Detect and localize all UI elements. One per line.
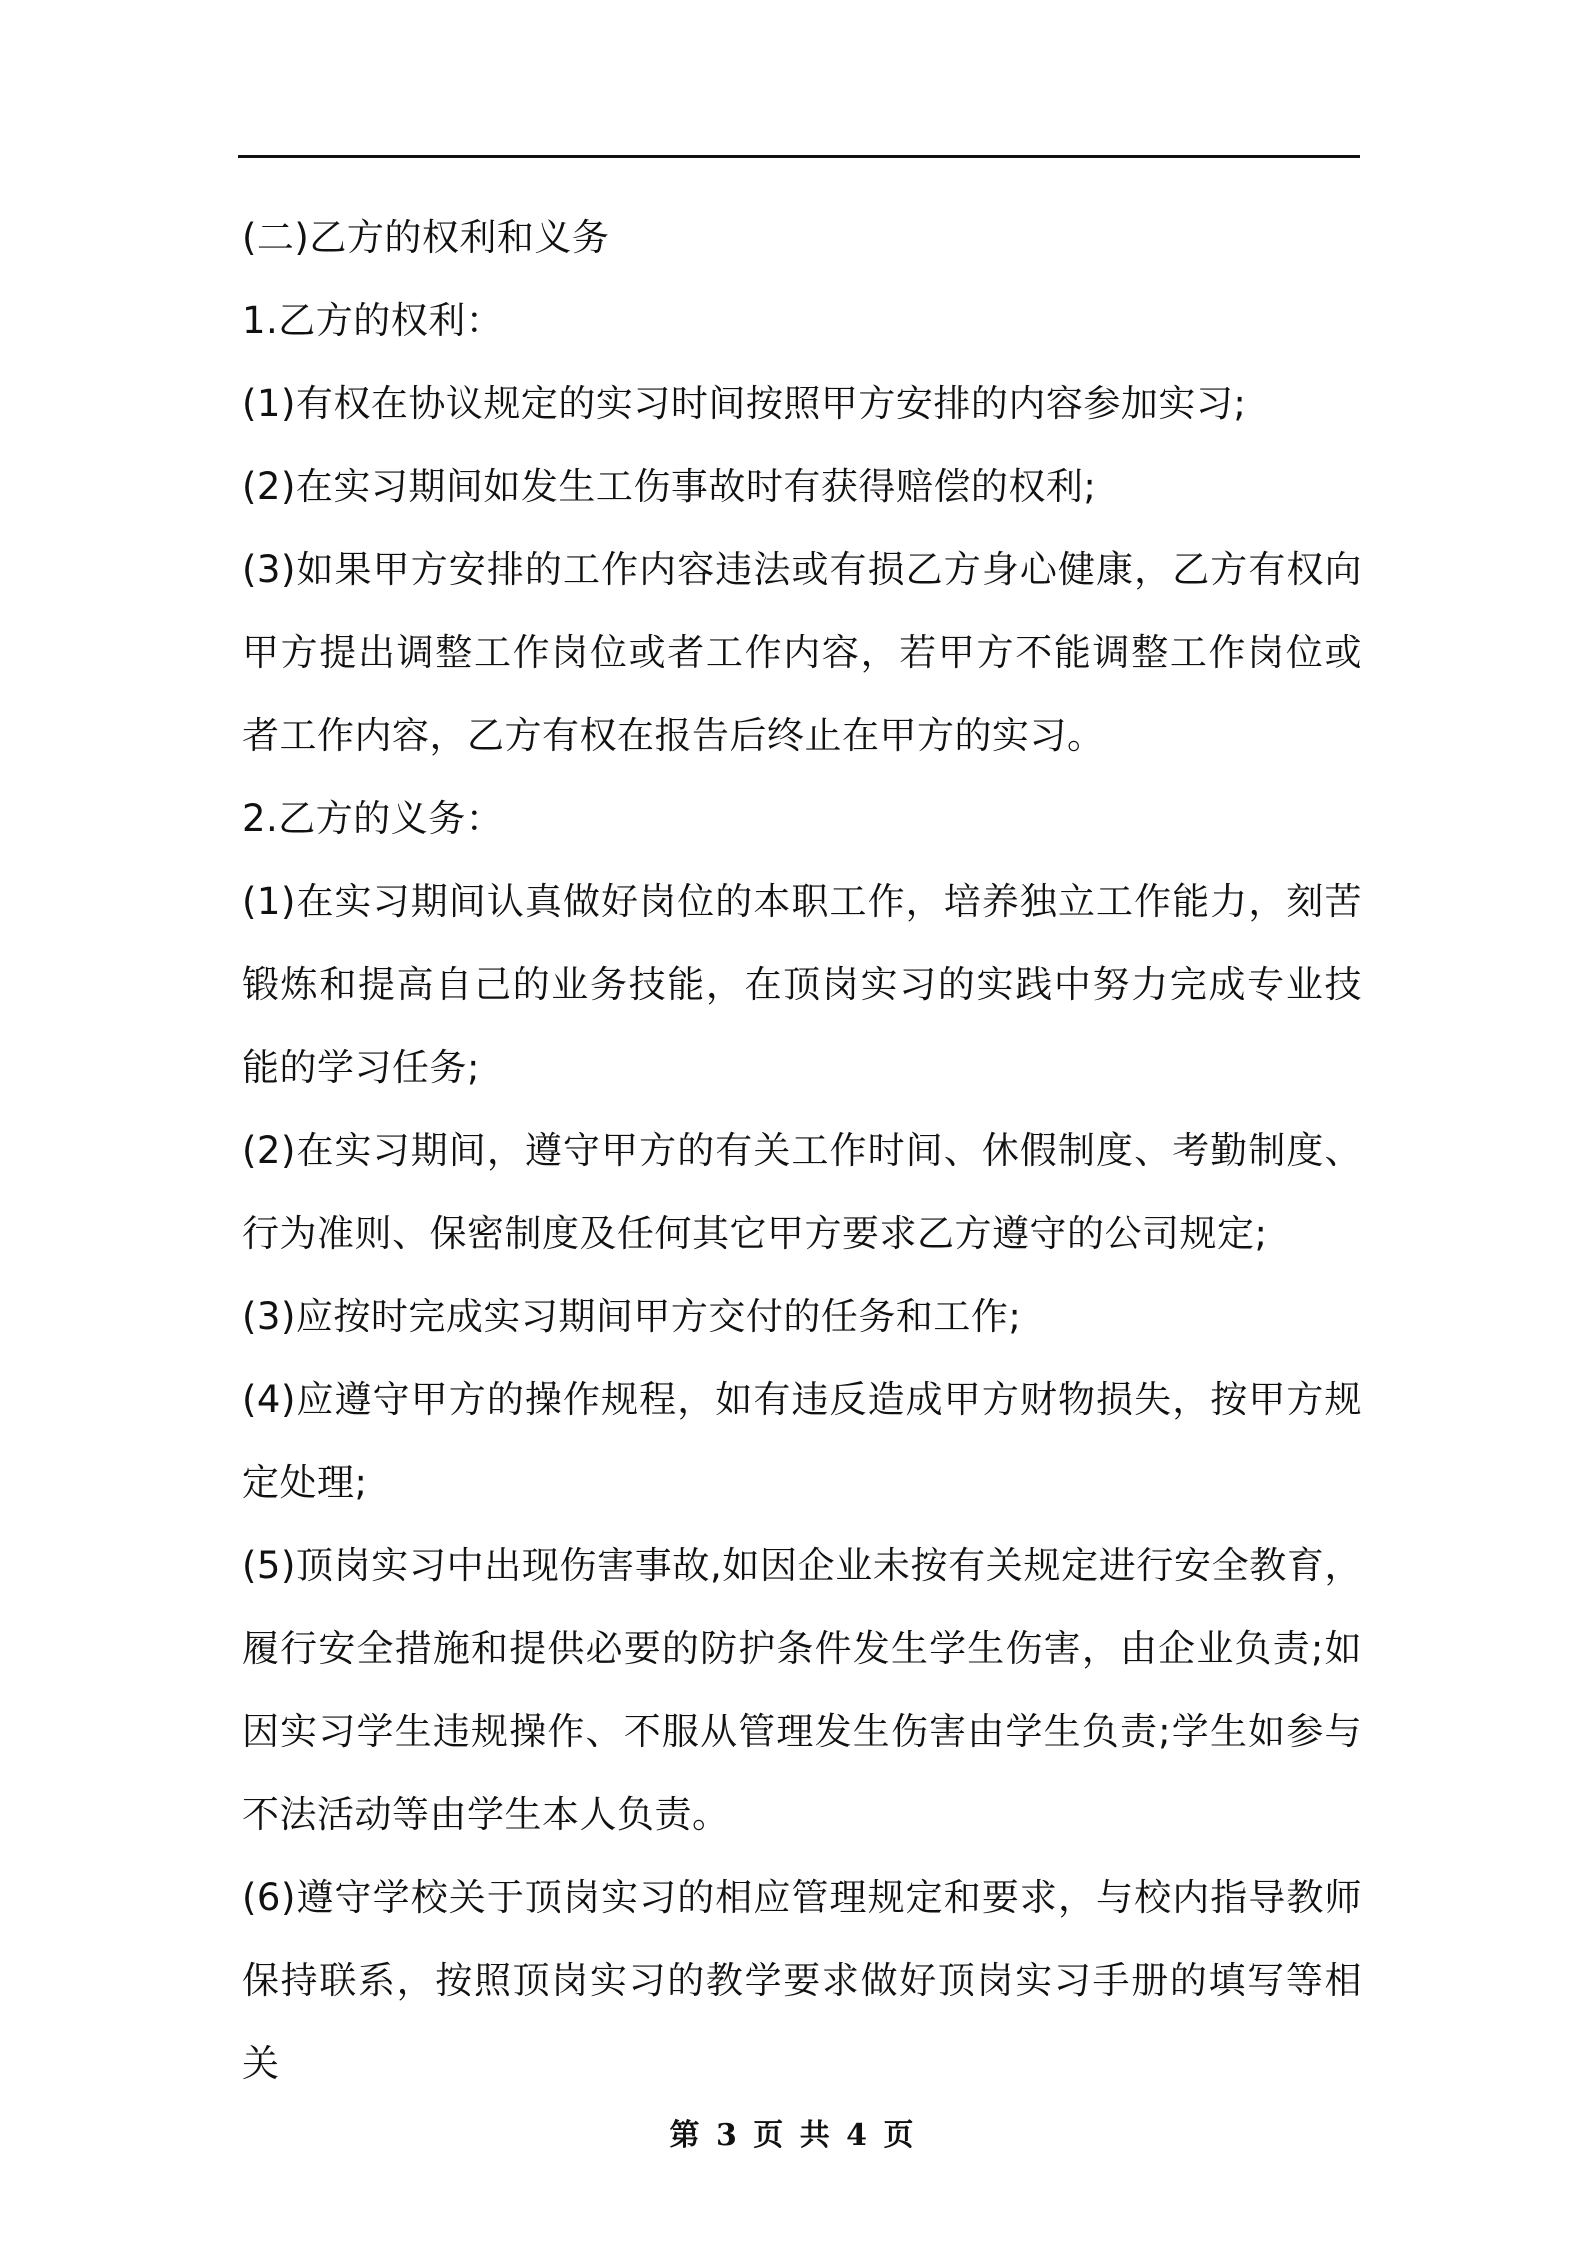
rights-item-1: (1)有权在协议规定的实习时间按照甲方安排的内容参加实习; [242,382,1247,425]
header-rule [238,155,1360,158]
duties-item-1: (1)在实习期间认真做好岗位的本职工作，培养独立工作能力，刻苦锻炼和提高自己的业务技能，在顶岗实习的实践中努力完成专业技能的学习任务; [242,880,1362,1089]
duties-item-6: (6)遵守学校关于顶岗实习的相应管理规定和要求，与校内指导教师保持联系，按照顶岗实习的教学要求做好顶岗实习手册的填写等相关 [242,1876,1362,2085]
subsection-heading-duties: 2.乙方的义务： [242,797,504,840]
duties-item-2: (2)在实习期间，遵守甲方的有关工作时间、休假制度、考勤制度、行为准则、保密制度及任何其它甲方要求乙方遵守的公司规定; [242,1129,1362,1255]
rights-item-3: (3)如果甲方安排的工作内容违法或有损乙方身心健康，乙方有权向甲方提出调整工作岗位或者工作内容，若甲方不能调整工作岗位或者工作内容，乙方有权在报告后终止在甲方的实习。 [242,548,1362,757]
duties-item-4: (4)应遵守甲方的操作规程，如有违反造成甲方财物损失，按甲方规定处理; [242,1378,1362,1504]
rights-item-2: (2)在实习期间如发生工伤事故时有获得赔偿的权利; [242,465,1097,508]
page-number: 第 3 页 共 4 页 [669,2118,917,2153]
duties-item-3: (3)应按时完成实习期间甲方交付的任务和工作; [242,1295,1022,1338]
subsection-heading-rights: 1.乙方的权利： [242,299,504,342]
section-heading: (二)乙方的权利和义务 [242,216,610,259]
duties-item-5: (5)顶岗实习中出现伤害事故,如因企业未按有关规定进行安全教育，履行安全措施和提供必要的防护条件发生学生伤害，由企业负责;如因实习学生违规操作、不服从管理发生伤害由学生负责;学生如参与不法活动等由学生本人负责。 [242,1544,1362,1836]
document-body [242,196,1362,2105]
